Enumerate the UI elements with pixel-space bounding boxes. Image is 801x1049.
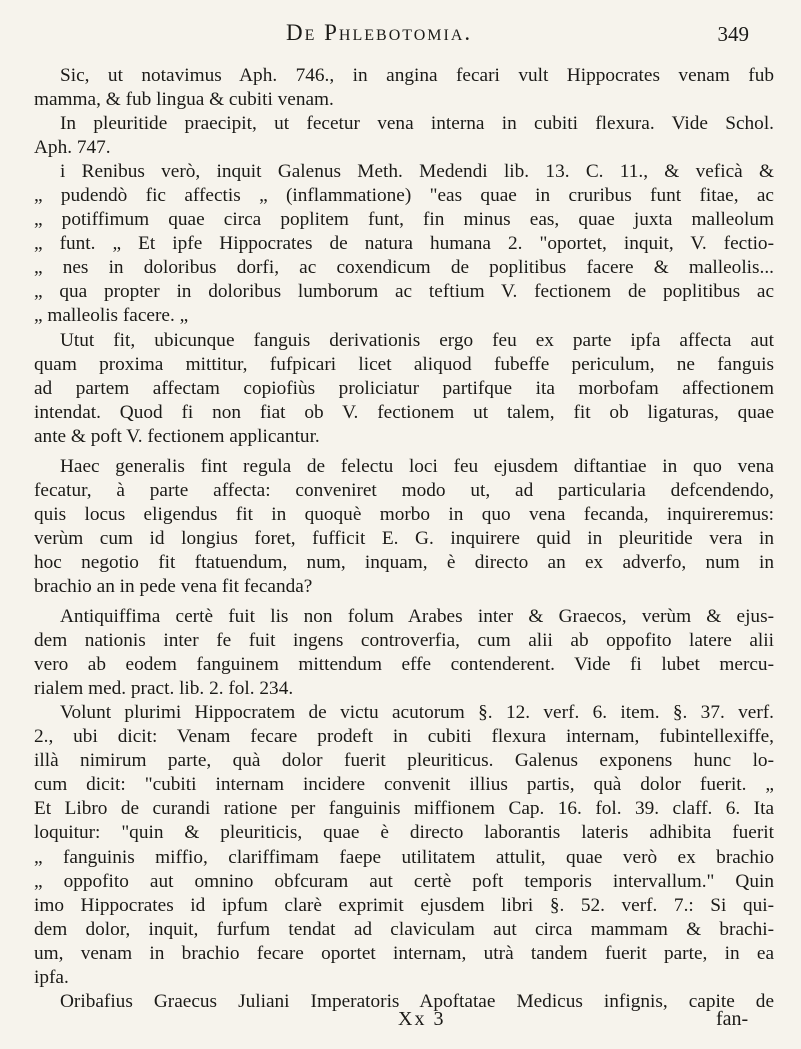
text-line: illà nimirum parte, quà dolor fuerit pleuriticus. Galenus exponens hunc lo-: [34, 750, 774, 772]
page-footer: [0, 1008, 801, 1038]
text-line: ipfa.: [34, 966, 69, 988]
page-header: [0, 14, 801, 54]
text-line: „ fanguinis miffio, clariffimam faepe utilitatem attulit, quae verò ex brachio: [34, 846, 774, 868]
text-line: fecatur, à parte affecta: conveniret modo ut, ad particularia defcendendo,: [34, 479, 774, 501]
text-line: i Renibus verò, inquit Galenus Meth. Medendi lib. 13. C. 11., & veficà &: [60, 161, 774, 183]
text-line: Aph. 747.: [34, 137, 111, 159]
text-line: loquitur: "quin & pleuriticis, quae è directo laborantis lateris adhibita fuerit: [34, 822, 774, 844]
text-line: quis locus eligendus fit in quoquè morbo in quo vena fecanda, inquireremus:: [34, 503, 774, 525]
page-number: 349: [717, 22, 749, 46]
text-line: 2., ubi dicit: Venam fecare prodeft in cubiti flexura internam, fubintellexiffe,: [34, 726, 774, 748]
text-line: In pleuritide praecipit, ut fecetur vena interna in cubiti flexura. Vide Schol.: [60, 113, 774, 135]
text-line: „ funt. „ Et ipfe Hippocrates de natura humana 2. "oportet, inquit, V. fectio-: [34, 233, 774, 255]
text-line: dem nationis inter fe fuit ingens controverfia, cum alii ab oppofito latere alii: [34, 630, 774, 652]
text-line: imo Hippocrates id ipfum clarè exprimit ejusdem libri §. 52. verf. 7.: Si qui-: [34, 894, 774, 916]
text-line: quam proxima mittitur, fufpicari licet aliquod fubeffe periculum, ne fanguis: [34, 353, 774, 375]
text-line: „ qua propter in doloribus lumborum ac teftium V. fectionem de poplitibus ac: [34, 281, 774, 303]
signature-mark: Xx 3: [398, 1008, 446, 1030]
text-line: Oribafius Graecus Juliani Imperatoris Apoftatae Medicus infignis, capite de: [60, 990, 774, 1012]
text-line: Antiquiffima certè fuit lis non folum Arabes inter & Graecos, verùm & ejus-: [60, 606, 774, 628]
text-line: ad partem affectam copiofiùs proliciatur partifque ita morbofam affectionem: [34, 377, 774, 399]
text-line: Volunt plurimi Hippocratem de victu acutorum §. 12. verf. 6. item. §. 37. verf.: [60, 702, 774, 724]
text-line: mamma, & fub lingua & cubiti venam.: [34, 89, 334, 111]
text-line: „ oppofito aut omnino obfcuram aut certè poft temporis intervallum." Quin: [34, 870, 774, 892]
running-title: De Phlebotomia.: [286, 20, 473, 45]
text-line: Utut fit, ubicunque fanguis derivationis ergo feu ex parte ipfa affecta aut: [60, 329, 774, 351]
text-line: um, venam in brachio fecare oportet internam, utrà tandem fuerit parte, in ea: [34, 942, 774, 964]
text-line: vero ab eodem fanguinem mittendum effe contenderent. Vide fi lubet mercu-: [34, 654, 774, 676]
text-line: intendat. Quod fi non fiat ob V. fectionem ut talem, fit ob ligaturas, quae: [34, 401, 774, 423]
text-line: verùm cum id longius foret, fufficit E. G. inquirere quid in pleuritide vera in: [34, 527, 774, 549]
text-line: dem dolor, inquit, furfum tendat ad claviculam aut circa mammam & brachi-: [34, 918, 774, 940]
text-line: „ nes in doloribus dorfi, ac coxendicum de poplitibus facere & malleolis...: [34, 257, 774, 279]
text-line: cum dicit: "cubiti internam incidere convenit illius partis, quà dolor fuerit. „: [34, 774, 774, 796]
text-line: Sic, ut notavimus Aph. 746., in angina fecari vult Hippocrates venam fub: [60, 65, 774, 86]
text-line: rialem med. pract. lib. 2. fol. 234.: [34, 678, 294, 700]
text-line: Et Libro de curandi ratione per fanguinis miffionem Cap. 16. fol. 39. claff. 6. Ita: [34, 798, 774, 820]
text-line: Haec generalis fint regula de felectu loci feu ejusdem diftantiae in quo vena: [60, 455, 774, 477]
text-line: ante & poft V. fectionem applicantur.: [34, 425, 320, 447]
catchword: fan-: [716, 1008, 749, 1030]
body-text: [34, 64, 774, 1014]
text-line: „ potiffimum quae circa poplitem funt, fin minus eas, quae juxta malleolum: [34, 209, 774, 231]
text-line: „ malleolis facere. „: [34, 305, 189, 327]
text-line: brachio an in pede vena fit fecanda?: [34, 575, 313, 597]
text-line: hoc negotio fit ftatuendum, num, inquam, è directo an ex adverfo, num in: [34, 551, 774, 573]
text-line: „ pudendò fic affectis „ (inflammatione) "eas quae in cruribus funt fitae, ac: [34, 185, 774, 207]
